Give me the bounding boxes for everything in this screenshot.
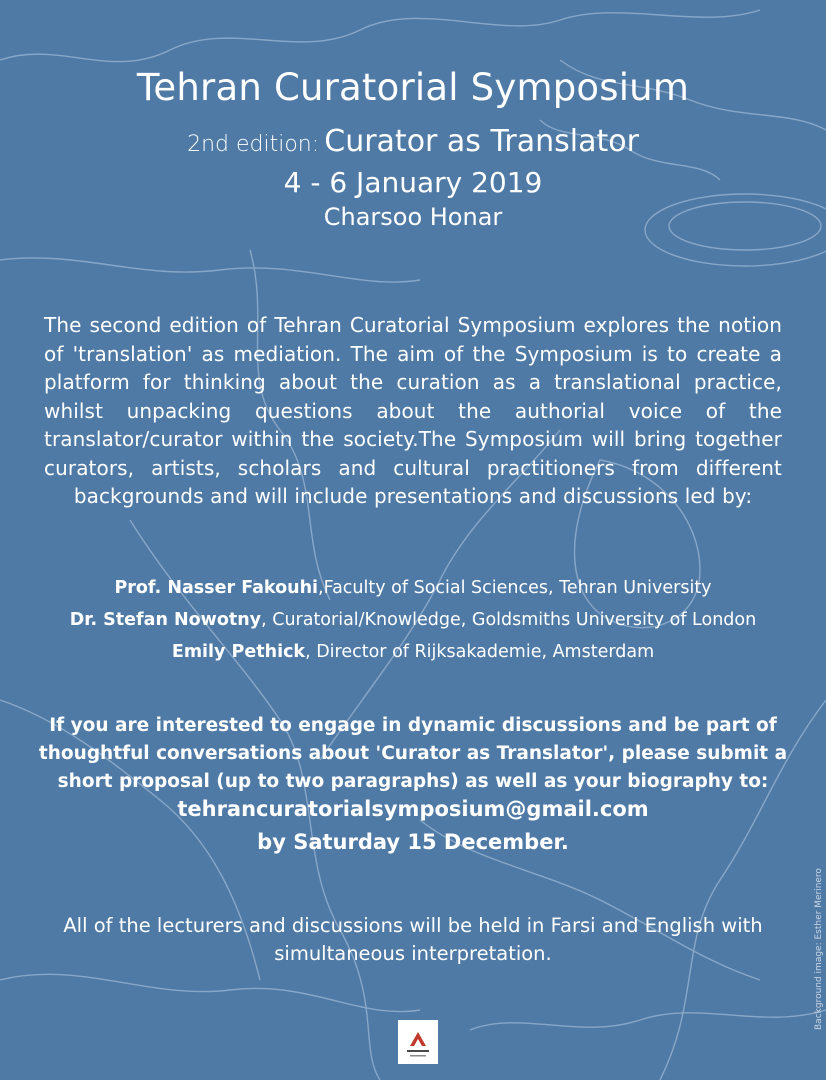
image-credit: Background image: Esther Merinero: [814, 868, 824, 1030]
contact-email: tehrancuratorialsymposium@gmail.com: [177, 797, 649, 821]
speaker-list: [0, 572, 826, 668]
call-for-proposals: If you are interested to engage in dynamic discussions and be part of thoughtful conversations about 'Curator as Translator', please submit a short proposal (up to two paragraphs) as well as your biography to:: [38, 715, 788, 792]
symposium-description: The second edition of Tehran Curatorial Symposium explores the notion of 'translation' as mediation. The aim of the Symposium is to create a platform for thinking about the curation as a translational practice, whilst unpacking questions about the authorial voice of the translator/curator within the society.The Symposium will bring together curators, artists, scholars and cultural practitioners from different backgrounds and will include presentations and discussions led by:: [44, 313, 782, 508]
edition-theme: Curator as Translator: [324, 124, 639, 159]
speaker-affiliation: ,Faculty of Social Sciences, Tehran University: [318, 578, 712, 598]
speaker-entry: [0, 604, 826, 636]
speaker-name: Prof. Nasser Fakouhi: [114, 578, 319, 598]
speaker-entry: [0, 636, 826, 668]
charsoo-honar-logo-icon: [398, 1020, 438, 1064]
language-note: All of the lecturers and discussions will be held in Farsi and English with simultaneous interpretation.: [63, 914, 763, 965]
edition-line: [0, 124, 826, 159]
symposium-title: Tehran Curatorial Symposium: [136, 66, 690, 109]
submission-deadline: by Saturday 15 December.: [257, 830, 569, 854]
event-venue: Charsoo Honar: [323, 203, 503, 231]
logo-mark: [398, 1020, 438, 1064]
edition-prefix: 2nd edition:: [187, 132, 320, 157]
speaker-name: Dr. Stefan Nowotny: [69, 610, 262, 630]
speaker-affiliation: , Director of Rijksakademie, Amsterdam: [305, 642, 655, 662]
speaker-affiliation: , Curatorial/Knowledge, Goldsmiths University of London: [261, 610, 757, 630]
speaker-name: Emily Pethick: [171, 642, 306, 662]
event-dates: 4 - 6 January 2019: [283, 166, 543, 199]
speaker-entry: [0, 572, 826, 604]
